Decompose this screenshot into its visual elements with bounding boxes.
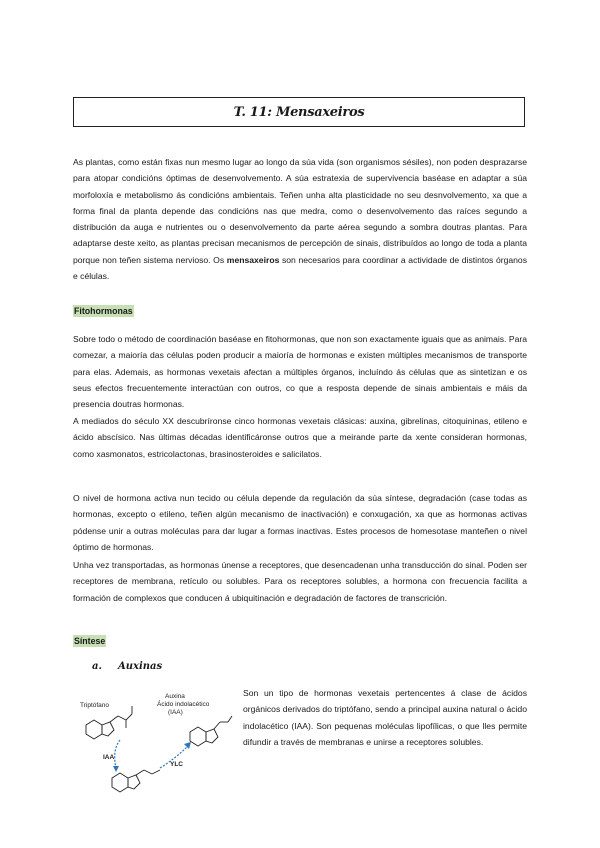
intro-text-end: son necesarios para coordinar a actividade de distintos órganos e células. bbox=[73, 254, 527, 282]
page-title: T. 11: Mensaxeiros bbox=[233, 104, 365, 120]
subheading-auxinas bbox=[92, 661, 162, 672]
label-iaa: IAA bbox=[103, 754, 115, 761]
tryptophan-structure bbox=[86, 706, 132, 739]
section-heading-sintese: Síntese bbox=[74, 636, 106, 646]
intro-text-start: As plantas, como están fixas nun mesmo lugar ao longo da súa vida (son organismos sésiles), non poden desprazarse para atopar condicións óptimas de desenvolvemento. A súa estratexia de supervivencia baséase en adaptar a súa morfoloxía e metabolismo ás condicións ambientais. Teñen unha alta plasticidade no seu desnvolvemento, xa que a forma final da planta depende das condicións nas que medra, como o desenvolvemento das raíces segundo a distribución da auga e nutrientes ou o desenvolvemento da parte aérea segundo a sombra doutras plantas. Para adaptarse deste xeito, as plantas precisan mecanismos de percepción de sinais, distribuídos ao longo de toda a planta porque non teñen sistema nervioso. Os bbox=[73, 157, 527, 265]
label-auxin-line2: Ácido indolacético bbox=[157, 701, 210, 708]
label-auxin-line1: Auxina bbox=[165, 693, 185, 700]
intro-bold-term: mensaxeiros bbox=[226, 254, 280, 265]
intermediate-structure bbox=[112, 770, 160, 792]
title-box bbox=[73, 97, 525, 127]
subheading-title: Auxinas bbox=[118, 661, 163, 672]
paragraph-auxinas: Son un tipo de hormonas vexetais pertencentes á clase de ácidos orgánicos derivados do triptófano, sendo a principal auxina natural o ácido indolacético (IAA). Son pequenas moléculas lipofílicas, o que lles permite difundir a través de membranas e unirse a receptores solubles. bbox=[243, 688, 527, 747]
paragraph-fitohormonas-2: A mediados do século XX descubríronse cinco hormonas vexetais clásicas: auxina, gibrelinas, citoquininas, etileno e ácido abscísico. Nas últimas décadas identificáronse outros que a meirande parte da xente consideran hormonas, como xasmonatos, estricolactonas, brasinosteroides e salicilatos. bbox=[73, 416, 527, 459]
label-auxin-line3: (IAA) bbox=[168, 709, 183, 716]
label-ylc: YLC bbox=[170, 761, 183, 768]
paragraph-fitohormonas-1: Sobre todo o método de coordinación baséase en fitohormonas, que non son exactamente iguais que as animais. Para comezar, a maioría das células poden producir a maioría de hormonas e existen múltiples mecanismos de transporte para elas. Ademais, as hormonas vexetais afectan a múltiples órganos, incluíndo ás células que as sintetizan e os seus efectos frecuentemente interactúan con outros, co que a resposta depende de sinais ambientais e máis da presencia doutras hormonas. bbox=[73, 334, 527, 410]
label-tryptophan: Triptófano bbox=[80, 702, 110, 709]
paragraph-fitohormonas-4: Unha vez transportadas, as hormonas únense a receptores, que desencadenan unha transducción do sinal. Poden ser receptores de membrana, retículo ou solubles. Para os receptores solubles, a hormona con frecuencia facilita a formación de complexos que conducen á ubiquitinación e degradación de factores de transcrición. bbox=[73, 560, 527, 603]
iaa-structure bbox=[190, 716, 232, 746]
subheading-number: a. bbox=[92, 661, 102, 672]
paragraph-fitohormonas-3: O nivel de hormona activa nun tecido ou célula depende da regulación da súa síntese, degradación (case todas as hormonas, excepto o etileno, teñen algún mecanismo de inactivación) e conxugación, xa que as hormonas activas pódense unir a outras moléculas para dar lugar a formas inactivas. Estes procesos de homesotase manteñen o nivel óptimo de hormonas. bbox=[73, 493, 527, 552]
intro-paragraph bbox=[73, 154, 527, 284]
auxin-synthesis-diagram bbox=[72, 680, 240, 806]
section-heading-fitohormonas: Fitohormonas bbox=[74, 306, 133, 316]
